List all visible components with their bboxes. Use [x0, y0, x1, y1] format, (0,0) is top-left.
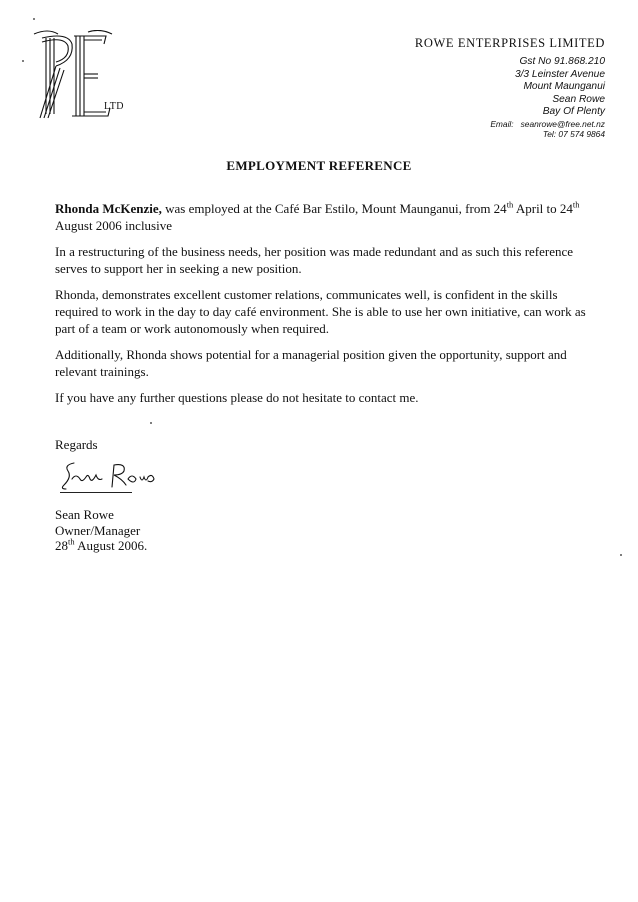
email-line [490, 119, 605, 129]
letter-body [55, 200, 595, 415]
email-label: Email: [490, 118, 514, 129]
scan-speck [620, 554, 622, 556]
paragraph-skills: Rhonda, demonstrates excellent customer relations, communicates well, is confident in the skills required to work in the day to day café environment. She is able to use her own initiative, can work as part of a team or work autonomously when required. [55, 287, 586, 336]
scan-speck [150, 422, 152, 424]
signature-underline [60, 492, 132, 493]
signoff-block [55, 507, 147, 554]
address-line-1: 3/3 Leinster Avenue [514, 68, 605, 80]
signer-name: Sean Rowe [55, 507, 114, 522]
signature [56, 459, 166, 493]
contact-name: Sean Rowe [552, 93, 605, 105]
gst-number: Gst No 91.868.210 [519, 56, 605, 67]
letter-date: 28th August 2006. [55, 536, 148, 553]
scan-speck [33, 18, 35, 20]
paragraph-contact: If you have any further questions please do not hesitate to contact me. [55, 390, 419, 405]
address-line-2: Mount Maunganui [523, 81, 605, 93]
document-title: EMPLOYMENT REFERENCE [226, 158, 412, 173]
paragraph-redundancy: In a restructuring of the business needs, her position was made redundant and as such this reference serves to support her in seeking a new position. [55, 244, 574, 276]
telephone: Tel: 07 574 9864 [542, 129, 605, 140]
signer-role: Owner/Manager [55, 522, 141, 538]
regards: Regards [55, 437, 98, 452]
ltd-label: LTD [104, 101, 125, 112]
company-name: ROWE ENTERPRISES LIMITED [414, 36, 605, 50]
company-address [490, 56, 605, 139]
paragraph-employment: Rhonda McKenzie, was employed at the Café Bar Estilo, Mount Maunganui, from 24th April to 24th August 2006 inclusive [55, 199, 580, 233]
region: Bay Of Plenty [542, 106, 605, 118]
email-address: seanrowe@free.net.nz [520, 118, 605, 129]
employee-name: Rhonda McKenzie, [55, 201, 162, 216]
scan-speck [22, 60, 24, 62]
paragraph-potential: Additionally, Rhonda shows potential for a managerial position given the opportunity, support and relevant trainings. [55, 347, 567, 379]
